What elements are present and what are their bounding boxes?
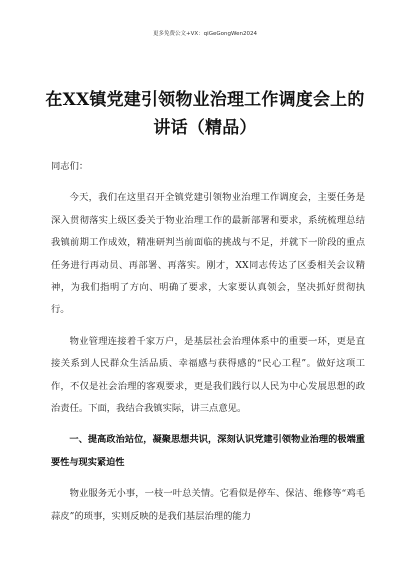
salutation: 同志们： [51,161,89,172]
paragraph-section-one: 物业服务无小事，一枝一叶总关情。它看似是停车、保洁、维修等“鸡毛蒜皮”的琐事，实则反映的是我们基层治理的能力 [51,488,365,522]
document-body [51,156,365,537]
paragraph-opening: 今天，我们在这里召开全镇党建引领物业治理工作调度会，主要任务是深入贯彻落实上级区委关于物业治理工作的最新部署和要求，系统梳理总结我镇前期工作成效，精准研判当前面临的挑战与不足，并就下一阶段的重点任务进行再动员、再部署、再落实。刚才，XX同志传达了区委相关会议精神，为我们指明了方向、明确了要求，大家要认真领会，坚决抓好贯彻执行。 [51,192,365,316]
paragraph-intro: 物业管理连接着千家万户，是基层社会治理体系中的重要一环，更是直接关系到人民群众生活品质、幸福感与获得感的“民心工程”。做好这项工作，不仅是社会治理的客观要求，更是我们践行以人民为中心发展思想的政治责任。下面，我结合我镇实际，讲三点意见。 [51,335,365,415]
document-title: 在XX镇党建引领物业治理工作调度会上的讲话（精品） [45,90,365,138]
section-heading: 一、提高政治站位，凝聚思想共识，深刻认识党建引领物业治理的极端重要性与现实紧迫性 [51,434,365,468]
header-note: 更多免费公文+VX：qiGeGongWen2024 [153,31,257,37]
